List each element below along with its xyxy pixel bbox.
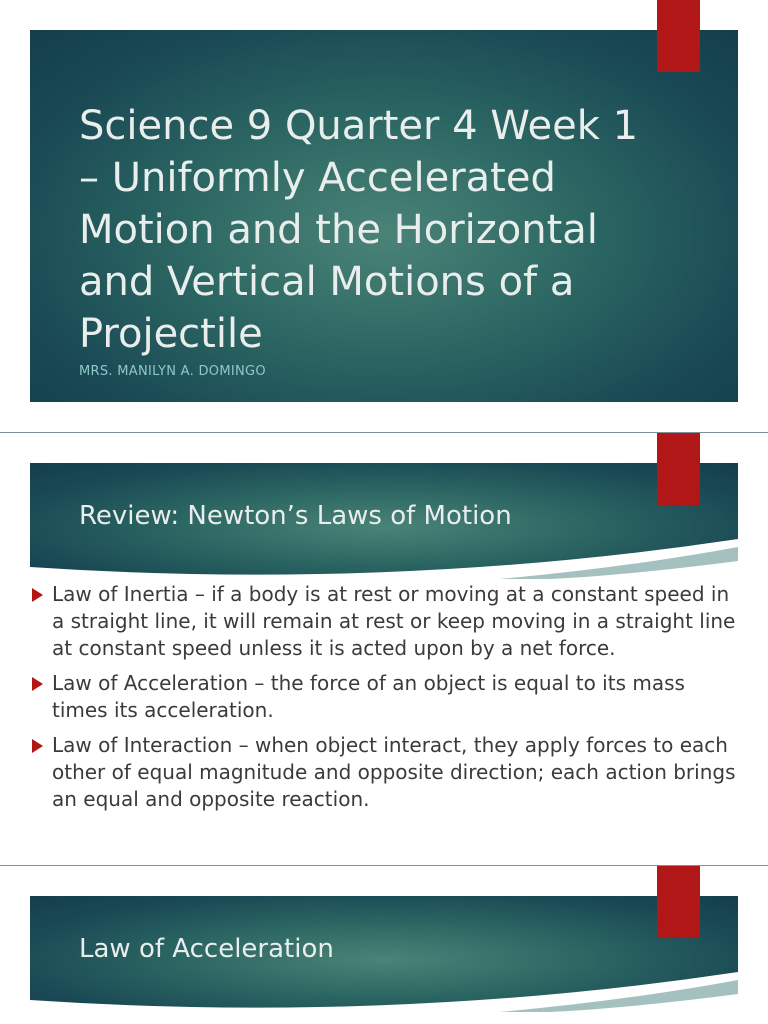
bullet-item xyxy=(30,670,742,724)
slide-1-author: MRS. MANILYN A. DOMINGO xyxy=(79,364,266,379)
slide-3 xyxy=(0,866,768,1024)
slide-2 xyxy=(0,433,768,865)
slide-1-title: Science 9 Quarter 4 Week 1 – Uniformly Accelerated Motion and the Horizontal and Vertical Motions of a Projectile xyxy=(79,103,639,357)
red-ribbon-decoration xyxy=(657,0,700,72)
red-ribbon-decoration xyxy=(657,866,700,938)
slide-1 xyxy=(0,0,768,432)
bullet-arrow-icon xyxy=(32,588,43,602)
bullet-arrow-icon xyxy=(32,677,43,691)
bullet-item xyxy=(30,581,742,662)
bullet-text: Law of Acceleration – the force of an object is equal to its mass times its acceleration. xyxy=(52,671,685,722)
bullet-text: Law of Interaction – when object interact, they apply forces to each other of equal magnitude and opposite direction; each action brings an equal and opposite reaction. xyxy=(52,733,736,811)
bullet-arrow-icon xyxy=(32,739,43,753)
slide-2-title: Review: Newton’s Laws of Motion xyxy=(79,501,512,531)
band-curve xyxy=(30,972,738,1012)
red-ribbon-decoration xyxy=(657,433,700,505)
bullet-item xyxy=(30,732,742,813)
slide-3-title: Law of Acceleration xyxy=(79,934,334,964)
bullet-list xyxy=(30,581,742,821)
band-curve xyxy=(30,539,738,579)
bullet-text: Law of Inertia – if a body is at rest or moving at a constant speed in a straight line, it will remain at rest or keep moving in a straight line at constant speed unless it is acted upon by a net force. xyxy=(52,582,736,660)
